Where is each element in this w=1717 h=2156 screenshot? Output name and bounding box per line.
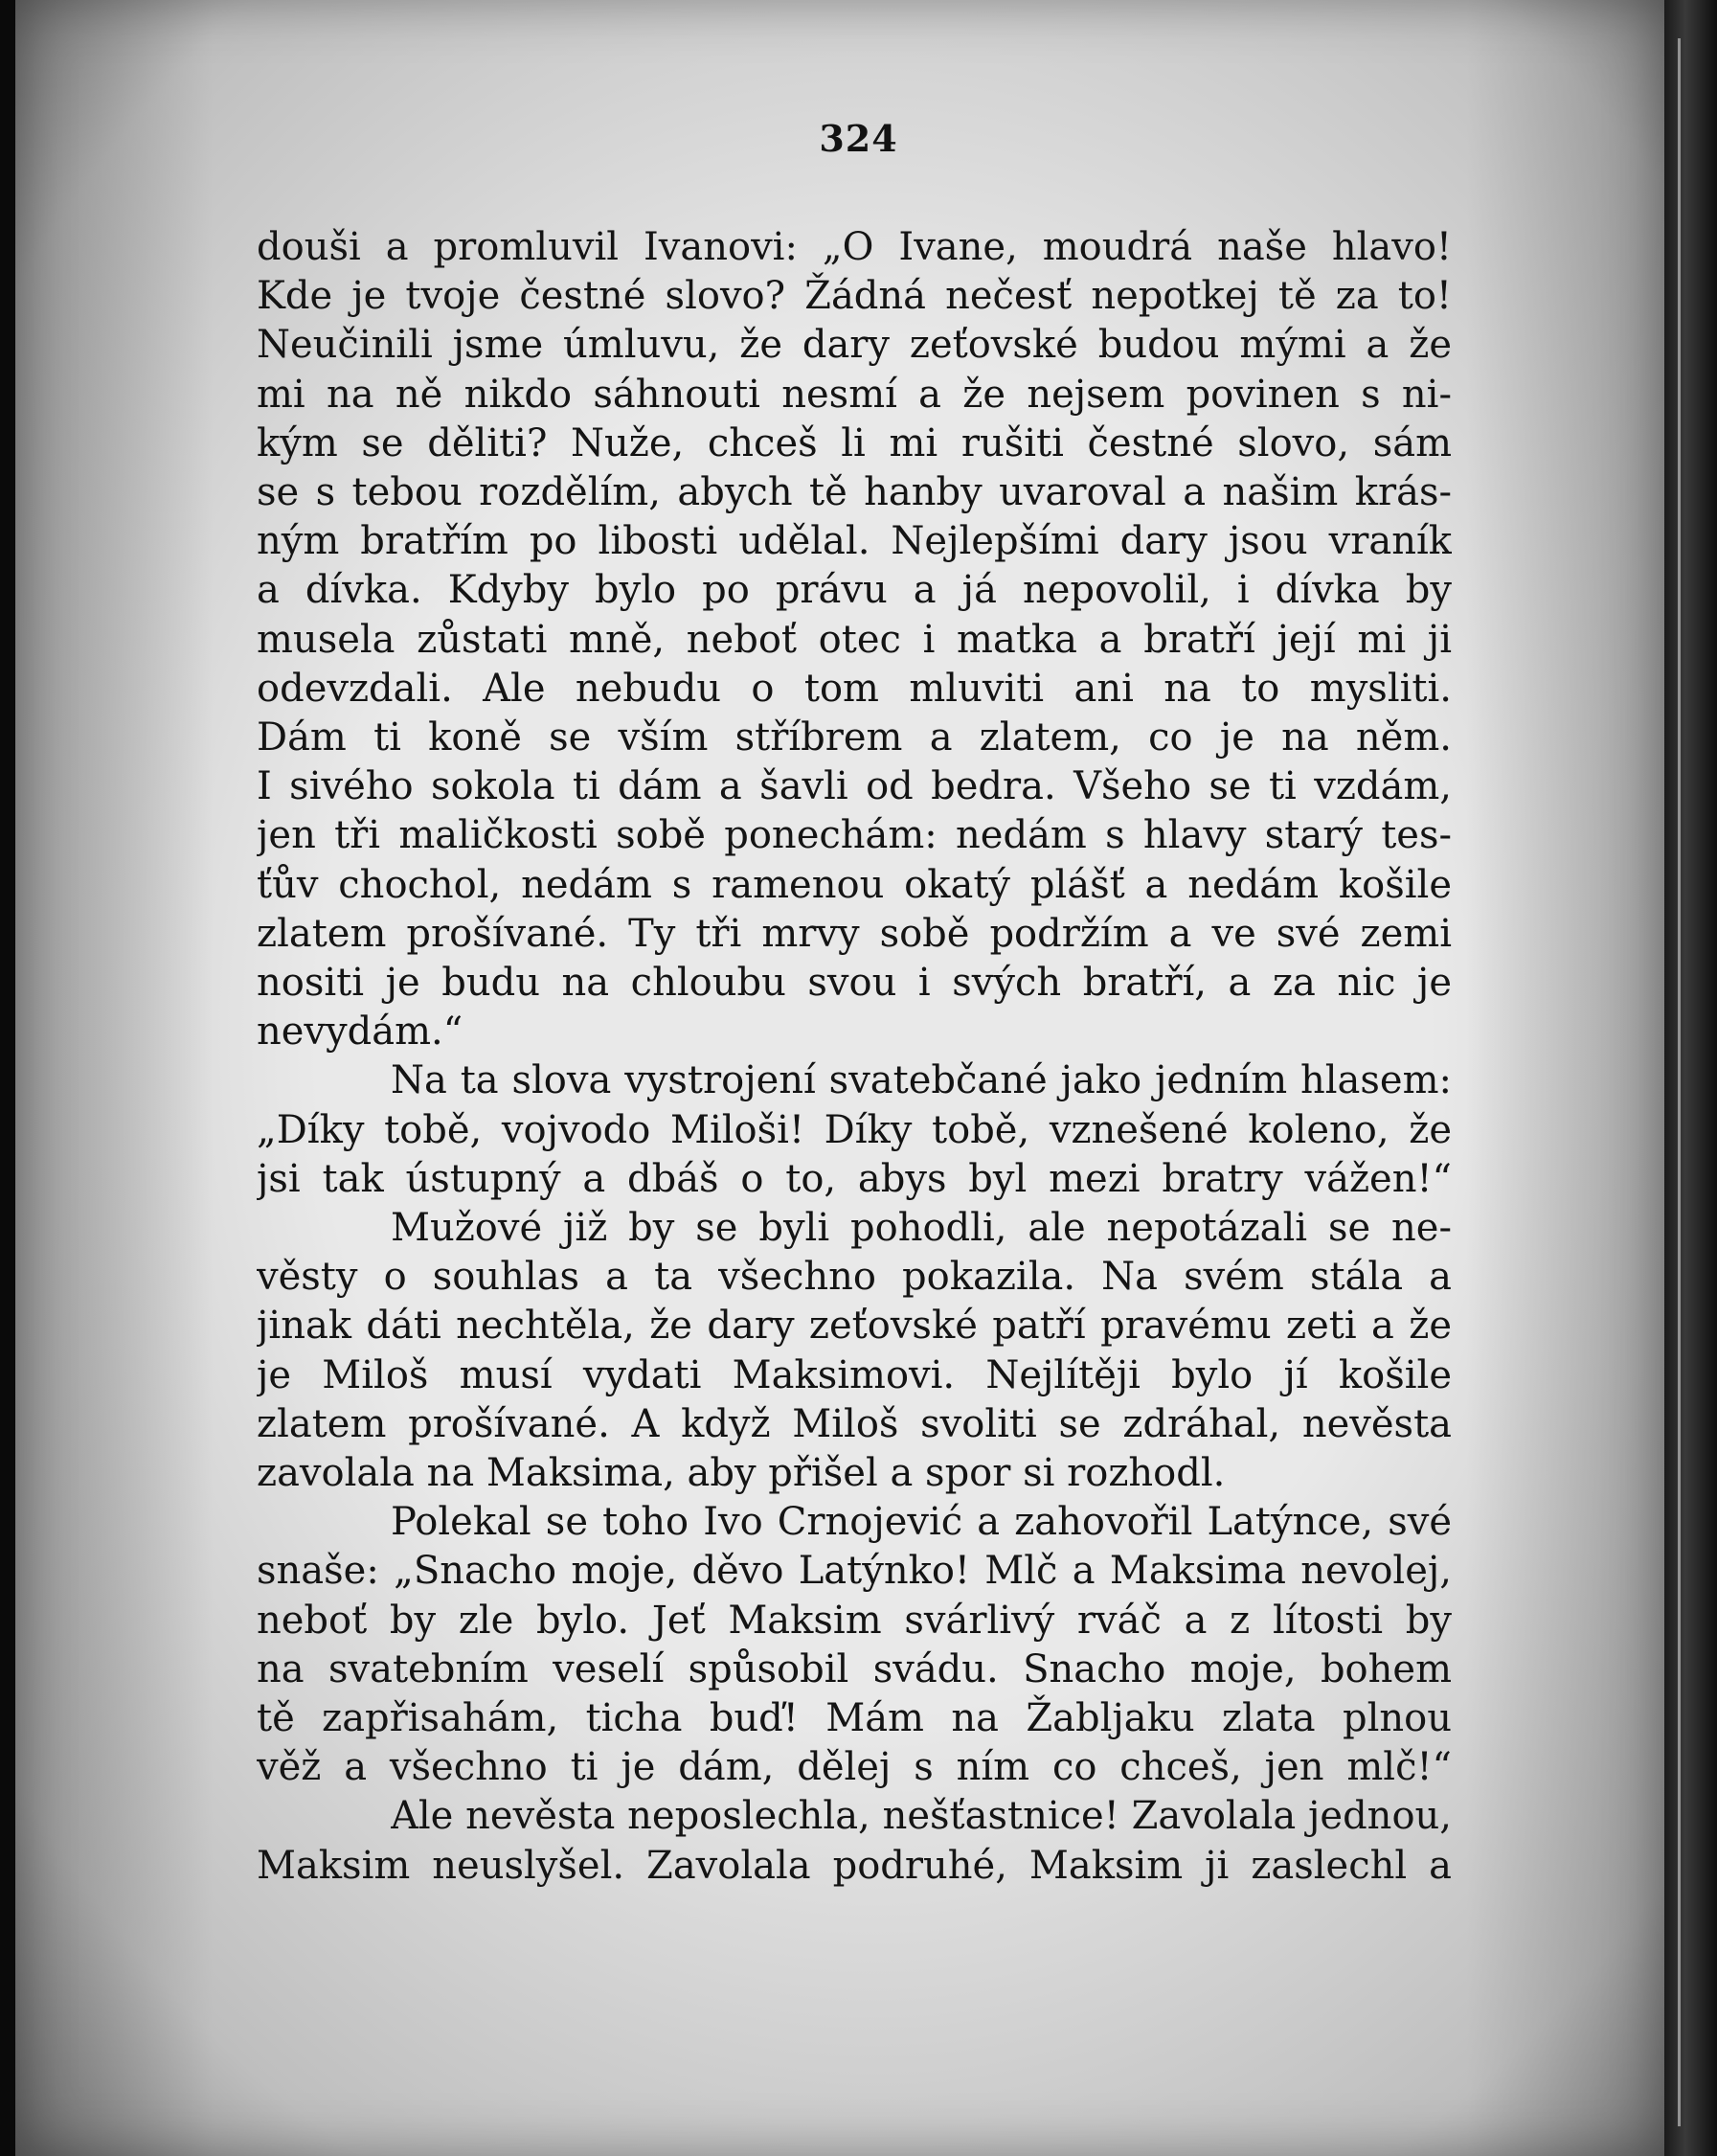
- text-line: douši a promluvil Ivanovi: „O Ivane, moudrá naše hlavo!: [257, 225, 1452, 269]
- text-line: je Miloš musí vydati Maksimovi. Nejlítěji bylo jí košile: [257, 1352, 1452, 1397]
- text-line: Mužové již by se byli pohodli, ale nepotázali se ne-: [391, 1206, 1452, 1250]
- text-line: a dívka. Kdyby bylo po právu a já nepovolil, i dívka by: [257, 568, 1452, 613]
- text-line: ťův chochol, nedám s ramenou okatý plášť a nedám košile: [257, 862, 1452, 907]
- page-edge-line: [1678, 38, 1681, 2126]
- text-line: neboť by zle bylo. Jeť Maksim svárlivý rváč a z lítosti by: [257, 1598, 1452, 1643]
- text-line: nevydám.“: [257, 1010, 463, 1055]
- text-line: ným bratřím po libosti udělal. Nejlepšími dary jsou vraník: [257, 519, 1452, 564]
- text-line: musela zůstati mně, neboť otec i matka a bratří její mi ji: [257, 617, 1452, 662]
- text-line: Polekal se toho Ivo Crnojević a zahovořil Latýnce, své: [391, 1500, 1452, 1545]
- text-line: zlatem prošívané. A když Miloš svoliti se zdráhal, nevěsta: [257, 1401, 1452, 1446]
- text-line: Ale nevěsta neposlechla, nešťastnice! Zavolala jednou,: [391, 1794, 1452, 1839]
- text-line: zlatem prošívané. Ty tři mrvy sobě podržím a ve své zemi: [257, 911, 1452, 956]
- text-line: tě zapřisahám, ticha buď! Mám na Žabljaku zlata plnou: [257, 1696, 1452, 1740]
- text-line: Maksim neuslyšel. Zavolala podruhé, Maksim ji zaslechl a: [257, 1843, 1452, 1888]
- text-line: Kde je tvoje čestné slovo? Žádná nečesť nepotkej tě za to!: [257, 274, 1452, 319]
- text-line: věž a všechno ti je dám, dělej s ním co chceš, jen mlč!“: [257, 1745, 1452, 1790]
- text-line: mi na ně nikdo sáhnouti nesmí a že nejsem povinen s ni-: [257, 372, 1452, 417]
- page-edge: [1664, 0, 1717, 2156]
- text-line: se s tebou rozdělím, abych tě hanby uvaroval a našim krás-: [257, 470, 1452, 514]
- text-line: na svatebním veselí spůsobil svádu. Snacho moje, bohem: [257, 1646, 1452, 1691]
- text-line: odevzdali. Ale nebudu o tom mluviti ani na to mysliti.: [257, 666, 1452, 711]
- text-line: snaše: „Snacho moje, děvo Latýnko! Mlč a Maksima nevolej,: [257, 1549, 1452, 1594]
- text-line: jen tři maličkosti sobě ponechám: nedám s hlavy starý tes-: [257, 813, 1452, 858]
- text-line: I sivého sokola ti dám a šavli od bedra. Všeho se ti vzdám,: [257, 764, 1452, 809]
- text-line: kým se děliti? Nuže, chceš li mi rušiti čestné slovo, sám: [257, 420, 1452, 465]
- text-line: zavolala na Maksima, aby přišel a spor si rozhodl.: [257, 1451, 1226, 1495]
- text-line: věsty o souhlas a ta všechno pokazila. Na svém stála a: [257, 1255, 1452, 1300]
- text-line: Neučinili jsme úmluvu, že dary zeťovské budou mými a že: [257, 323, 1452, 368]
- text-line: Dám ti koně se vším stříbrem a zlatem, co je na něm.: [257, 715, 1452, 760]
- text-line: nositi je budu na chloubu svou i svých bratří, a za nic je: [257, 961, 1452, 1005]
- text-line: „Díky tobě, vojvodo Miloši! Díky tobě, vznešené koleno, že: [257, 1107, 1452, 1152]
- text-line: Na ta slova vystrojení svatebčané jako jedním hlasem:: [391, 1058, 1452, 1103]
- page-number: 324: [819, 117, 898, 160]
- text-line: jinak dáti nechtěla, že dary zeťovské patří pravému zeti a že: [257, 1304, 1452, 1349]
- text-line: jsi tak ústupný a dbáš o to, abys byl mezi bratry vážen!“: [257, 1156, 1452, 1201]
